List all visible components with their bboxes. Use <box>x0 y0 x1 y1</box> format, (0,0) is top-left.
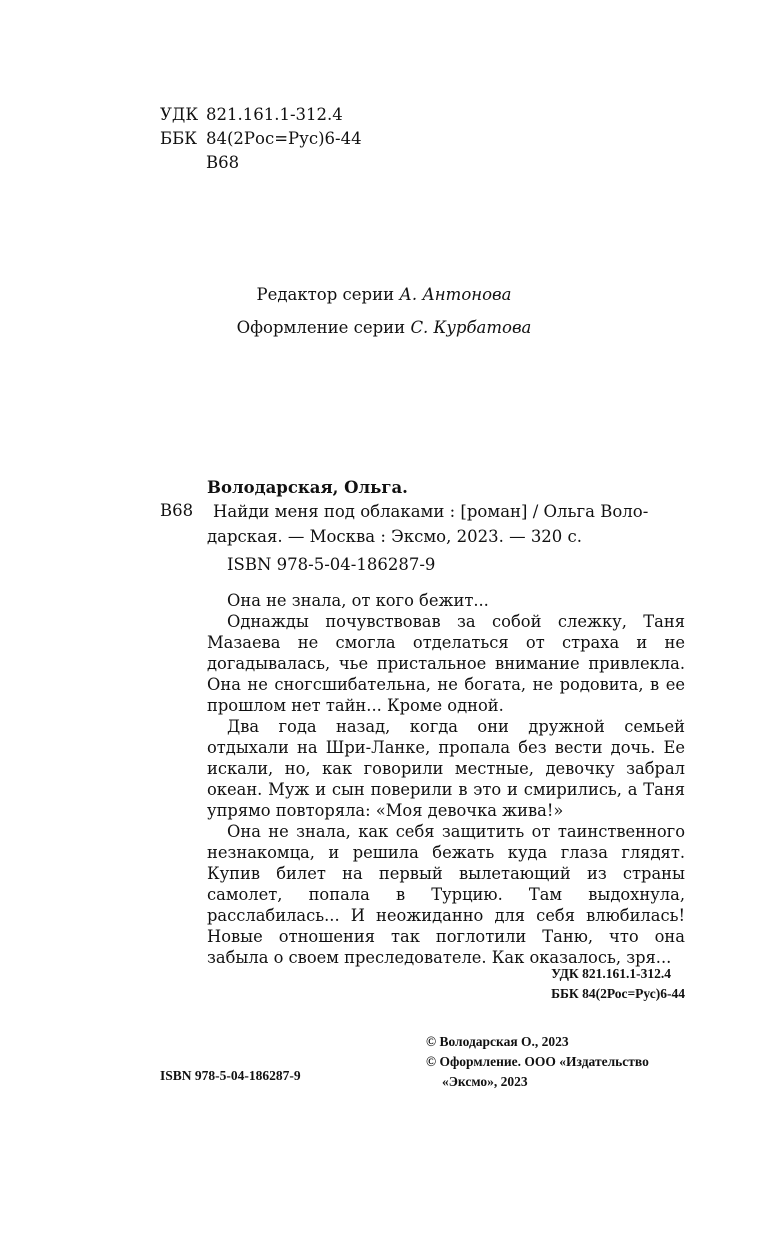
bibliography-isbn: ISBN 978-5-04-186287-9 <box>227 555 436 574</box>
footer-bbk: ББК 84(2Рос=Рус)6-44 <box>551 986 685 1001</box>
series-design-name: С. Курбатова <box>410 318 532 337</box>
footer-udk: УДК 821.161.1-312.4 <box>551 966 671 981</box>
copyright-block <box>426 1032 649 1092</box>
bibliography-line-2: дарская. — Москва : Эксмо, 2023. — 320 с. <box>207 527 583 546</box>
annotation-paragraph: Однажды почувствовав за собой слежку, Таня Мазаева не смогла отделаться от страха и не догадывалась, чье пристальное внимание привлекла. Она не сногсшибательна, не богата, не родовита, в ее прошлом нет тайн... Кроме одной. <box>207 612 685 715</box>
series-editor-label: Редактор серии <box>256 285 395 304</box>
bibliography-description <box>207 499 685 549</box>
footer-classification <box>551 964 685 1004</box>
copyright-design: © Оформление. ООО «Издательство <box>426 1054 649 1069</box>
series-design-line <box>0 318 768 337</box>
copyright-author: © Володарская О., 2023 <box>426 1034 569 1049</box>
bbk-label: ББК <box>160 129 198 148</box>
annotation-paragraph: Она не знала, от кого бежит... <box>227 591 489 610</box>
udk-value: 821.161.1-312.4 <box>206 105 343 124</box>
bibliography-code: В68 <box>160 501 194 520</box>
udk-label: УДК <box>160 105 199 124</box>
series-design-label: Оформление серии <box>236 318 406 337</box>
annotation-paragraph: Она не знала, как себя защитить от таинственного незнакомца, и решила бежать куда глаза глядят. Купив билет на первый вылетающий из страны самолет, попала в Турцию. Там выдохнула, расслабилась... И неожиданно для себя влюбилась! Новые отношения так поглотили Таню, что она забыла о своем преследователе. Как оказалось, зря... <box>207 822 685 967</box>
annotation-paragraph: Два года назад, когда они дружной семьей отдыхали на Шри-Ланке, пропала без вести дочь. Ее искали, но, как говорили местные, девочку забрал океан. Муж и сын поверили в это и смирились, а Таня упрямо повторяла: «Моя девочка жива!» <box>207 717 685 820</box>
series-editor-name: А. Антонова <box>399 285 512 304</box>
author-sign: В68 <box>206 153 240 172</box>
footer-isbn: ISBN 978-5-04-186287-9 <box>160 1068 301 1083</box>
bbk-value: 84(2Рос=Рус)6-44 <box>206 129 362 148</box>
copyright-design-continued: «Эксмо», 2023 <box>442 1074 528 1089</box>
series-editor-line <box>0 285 768 304</box>
annotation <box>207 590 685 968</box>
bibliography-author: Володарская, Ольга. <box>207 478 408 497</box>
bibliography-line-1: Найди меня под облаками : [роман] / Ольга Воло- <box>213 502 649 521</box>
